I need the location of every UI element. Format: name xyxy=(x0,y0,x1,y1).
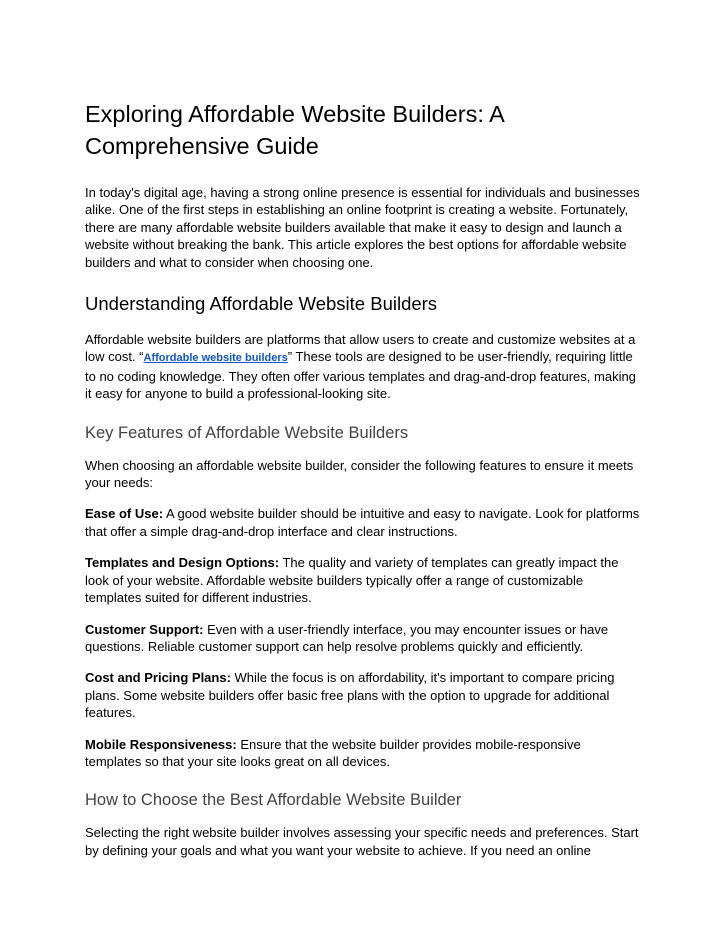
understanding-text-before-link: Affordable website builders are platforms that allow users to create and customize websites at a low cost. “ xyxy=(85,332,636,365)
feature-text: The quality and variety of templates can greatly impact the look of your website. Affordable website builders typically offer a range of customizable templates suited for different industries. xyxy=(85,555,619,606)
understanding-text-after-link: ” These tools are designed to be user-friendly, requiring little to no coding knowledge. They often offer various templates and drag-and-drop features, making it easy for anyone to build a professional-looking site. xyxy=(85,349,636,402)
how-to-choose-heading: How to Choose the Best Affordable Website Builder xyxy=(85,791,462,810)
feature-label: Cost and Pricing Plans: xyxy=(85,670,231,686)
affordable-website-builders-link[interactable]: Affordable website builders xyxy=(143,352,288,365)
feature-text: A good website builder should be intuitive and easy to navigate. Look for platforms that offer a simple drag-and-drop interface and clear instructions. xyxy=(85,506,640,539)
key-features-heading: Key Features of Affordable Website Builders xyxy=(85,423,409,442)
feature-label: Mobile Responsiveness: xyxy=(85,736,237,752)
feature-cost-pricing xyxy=(85,669,640,721)
key-features-intro: When choosing an affordable website builder, consider the following features to ensure it meets your needs: xyxy=(85,457,634,491)
feature-label: Templates and Design Options: xyxy=(85,555,280,571)
feature-label: Customer Support: xyxy=(85,621,204,637)
feature-text: Even with a user-friendly interface, you may encounter issues or have questions. Reliable customer support can help resolve problems quickly and efficiently. xyxy=(85,621,609,654)
feature-templates-design xyxy=(85,554,640,606)
how-to-choose-paragraph: Selecting the right website builder involves assessing your specific needs and preferences. Start by defining your goals and what you want your website to achieve. If you need an online xyxy=(85,825,639,858)
feature-mobile-responsiveness xyxy=(85,736,640,771)
intro-paragraph: In today's digital age, having a strong online presence is essential for individuals and businesses alike. One of the first steps in establishing an online footprint is creating a website. Fortunately, there are many affordable website builders available that make it easy to design and launch a website without breaking the bank. This article explores the best options for affordable website builders and what to consider when choosing one. xyxy=(85,185,640,270)
understanding-paragraph xyxy=(85,331,640,403)
feature-text: Ensure that the website builder provides mobile-responsive templates so that your site looks great on all devices. xyxy=(85,736,581,769)
feature-label: Ease of Use: xyxy=(85,506,164,522)
understanding-heading: Understanding Affordable Website Builders xyxy=(85,293,438,315)
feature-customer-support xyxy=(85,621,640,656)
document-title: Exploring Affordable Website Builders: A Comprehensive Guide xyxy=(85,101,504,159)
feature-ease-of-use xyxy=(85,505,640,540)
feature-text: While the focus is on affordability, it's important to compare pricing plans. Some website builders offer basic free plans with the option to upgrade for additional features. xyxy=(85,670,615,721)
